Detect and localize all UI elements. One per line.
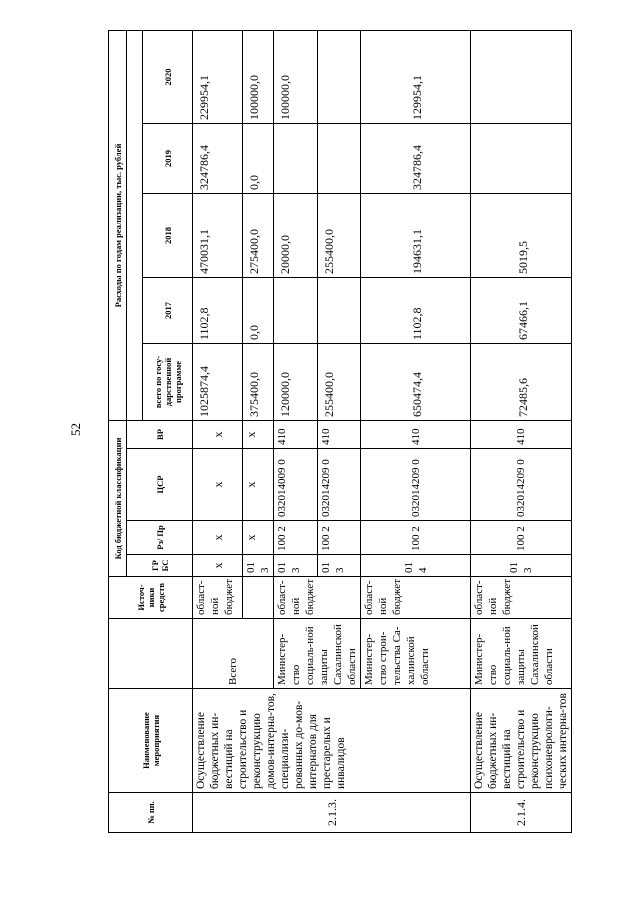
csr-cell: 032014209 0	[471, 449, 572, 521]
page-number: 52	[68, 423, 83, 436]
vr-cell: 410	[317, 421, 361, 449]
header-budget-code: Код бюджетной классификации	[109, 421, 127, 577]
source: област-ной бюджет	[471, 577, 572, 619]
grbs-cell: 01 3	[274, 555, 318, 577]
grbs-cell: 01 3	[243, 555, 274, 577]
total-cell: 72485,6	[471, 344, 572, 421]
y2020-cell: 229954,1	[193, 30, 243, 123]
y2018-cell: 194631,1	[361, 194, 471, 278]
y2017-cell	[274, 278, 318, 344]
header-2017: 2017	[143, 278, 193, 344]
y2019-cell: 324786,4	[361, 124, 471, 194]
item-name: Осуществление бюджетных ин-вестиций на строительство и реконструкцию домов-интерна-тов, специализи-рованных до-мов-интернатов для престарелых и инвалидов	[193, 689, 471, 793]
item-number: 2.1.3.	[193, 793, 471, 833]
grbs-cell: 01 3	[471, 555, 572, 577]
y2017-cell: 1102,8	[361, 278, 471, 344]
grbs-cell: х	[193, 555, 243, 577]
y2018-cell: 20000,0	[274, 194, 318, 278]
y2019-cell: 324786,4	[193, 124, 243, 194]
header-rzpr: Рз/ Пр	[127, 521, 193, 555]
rzpr-cell: х	[243, 521, 274, 555]
y2020-cell: 100000,0	[243, 30, 274, 123]
executor: Министер-ство социаль-ной защиты Сахалинской области	[471, 619, 572, 689]
y2020-cell	[471, 30, 572, 123]
header-spacer	[127, 30, 143, 420]
y2019-cell	[471, 124, 572, 194]
total-cell: 650474,4	[361, 344, 471, 421]
y2018-cell: 470031,1	[193, 194, 243, 278]
executor: Министер-ство строи-тельства Са-халинской области	[361, 619, 471, 689]
y2019-cell: 0,0	[243, 124, 274, 194]
header-grbs: ГР БС	[127, 555, 193, 577]
header-vr: ВР	[127, 421, 193, 449]
budget-table-container	[108, 31, 569, 833]
vr-cell: 410	[361, 421, 471, 449]
rzpr-cell: 100 2	[471, 521, 572, 555]
total-cell: 375400,0	[243, 344, 274, 421]
source: област-ной бюджет	[274, 577, 361, 619]
y2019-cell	[274, 124, 318, 194]
y2019-cell	[317, 124, 361, 194]
rzpr-cell: 100 2	[274, 521, 318, 555]
item-number: 2.1.4.	[471, 793, 572, 833]
total-cell: 120000,0	[274, 344, 318, 421]
y2017-cell	[317, 278, 361, 344]
header-2020: 2020	[143, 30, 193, 123]
y2018-cell: 5019,5	[471, 194, 572, 278]
header-2018: 2018	[143, 194, 193, 278]
header-total: всего по госу-дарственной программе	[143, 344, 193, 421]
vr-cell: 410	[274, 421, 318, 449]
source	[243, 577, 274, 619]
csr-cell: 032014209 0	[361, 449, 471, 521]
csr-cell: 032014009 0	[274, 449, 318, 521]
header-num: № пп.	[109, 793, 193, 833]
header-expenses: Расходы по годам реализации, тыс. рублей	[109, 30, 127, 420]
total-cell: 1025874,4	[193, 344, 243, 421]
y2020-cell: 129954,1	[361, 30, 471, 123]
rzpr-cell: 100 2	[317, 521, 361, 555]
csr-cell: х	[243, 449, 274, 521]
y2020-cell	[317, 30, 361, 123]
executor: Министер-ство социаль-ной защиты Сахалинской области	[274, 619, 361, 689]
total-cell: 255400,0	[317, 344, 361, 421]
y2017-cell: 1102,8	[193, 278, 243, 344]
y2017-cell: 67466,1	[471, 278, 572, 344]
header-executor	[109, 619, 193, 689]
item-name: Осуществление бюджетных ин-вестиций на строительство и реконструкцию психоневрологи-ческих интерна-тов	[471, 689, 572, 793]
executor: Всего	[193, 619, 274, 689]
y2017-cell: 0,0	[243, 278, 274, 344]
vr-cell: х	[193, 421, 243, 449]
csr-cell: 032014209 0	[317, 449, 361, 521]
grbs-cell: 01 3	[317, 555, 361, 577]
table-row	[193, 30, 243, 832]
table-row	[471, 30, 572, 832]
header-name: Наименование мероприятия	[109, 689, 193, 793]
header-2019: 2019	[143, 124, 193, 194]
y2018-cell: 255400,0	[317, 194, 361, 278]
rzpr-cell: 100 2	[361, 521, 471, 555]
y2020-cell: 100000,0	[274, 30, 318, 123]
rzpr-cell: х	[193, 521, 243, 555]
source: област-ной бюджет	[361, 577, 471, 619]
csr-cell: х	[193, 449, 243, 521]
header-sources: Источ-ники средств	[109, 577, 193, 619]
budget-table	[108, 30, 572, 833]
vr-cell: х	[243, 421, 274, 449]
vr-cell: 410	[471, 421, 572, 449]
header-csr: ЦСР	[127, 449, 193, 521]
source: област-ной бюджет	[193, 577, 243, 619]
grbs-cell: 01 4	[361, 555, 471, 577]
y2018-cell: 275400,0	[243, 194, 274, 278]
